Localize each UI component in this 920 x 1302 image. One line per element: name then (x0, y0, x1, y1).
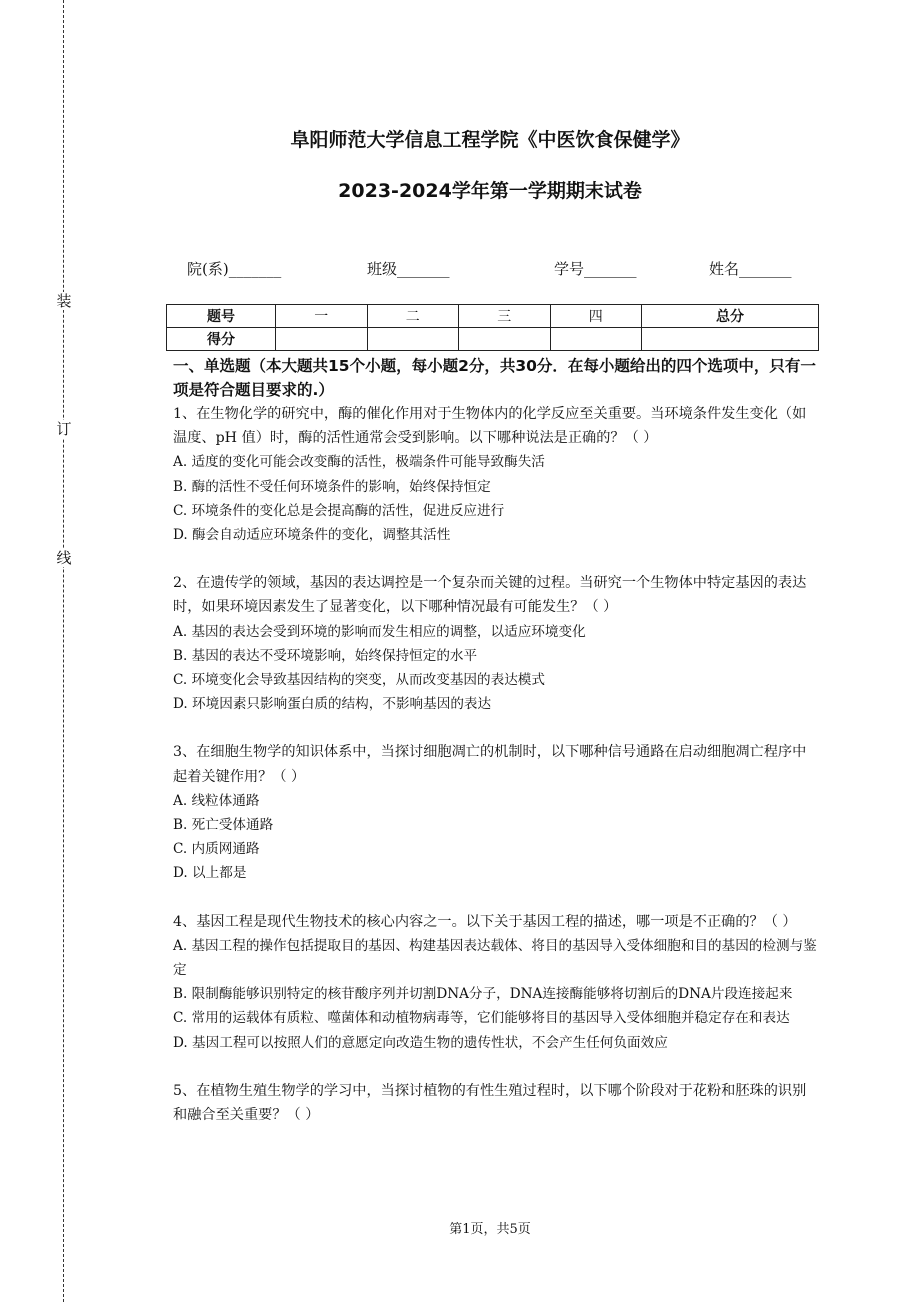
score-cell-2[interactable] (367, 328, 459, 351)
question-3 (173, 740, 818, 885)
option-a: A. 适度的变化可能会改变酶的活性，极端条件可能导致酶失活 (173, 454, 545, 471)
score-table-header-row (167, 305, 819, 328)
option-d: D. 以上都是 (173, 865, 247, 882)
binding-char-ding: 订 (56, 420, 72, 438)
option-c: C. 常用的运载体有质粒、噬菌体和动植物病毒等，它们能够将目的基因导入受体细胞并稳定存在和表达 (173, 1010, 790, 1027)
binding-char-xian: 线 (56, 549, 72, 567)
option-a: A. 基因工程的操作包括提取目的基因、构建基因表达载体、将目的基因导入受体细胞和目的基因的检测与鉴定 (173, 937, 817, 979)
exam-subtitle: 2023-2024学年第一学期期末试卷 (338, 180, 642, 202)
exam-content (173, 354, 818, 1151)
department-field[interactable]: 院(系)_______ (187, 260, 282, 278)
col-2: 二 (367, 305, 459, 328)
option-d: D. 基因工程可以按照人们的意愿定向改造生物的遗传性状，不会产生任何负面效应 (173, 1034, 668, 1051)
section-title: 一、单选题（本大题共15个小题，每小题2分，共30分．在每小题给出的四个选项中，只有一项是符合题目要求的.） (173, 357, 816, 399)
option-c: C. 环境变化会导致基因结构的突变，从而改变基因的表达模式 (173, 672, 545, 689)
page-footer: 第1页，共5页 (449, 1222, 531, 1237)
question-1 (173, 402, 818, 547)
question-2 (173, 571, 818, 716)
question-stem: 3、在细胞生物学的知识体系中，当探讨细胞凋亡的机制时，以下哪种信号通路在启动细胞凋亡程序中起着关键作用？（ ） (173, 744, 807, 785)
score-table-score-row (167, 328, 819, 351)
option-c: C. 环境条件的变化总是会提高酶的活性，促进反应进行 (173, 502, 505, 519)
option-d: D. 环境因素只影响蛋白质的结构，不影响基因的表达 (173, 696, 492, 713)
option-b: B. 死亡受体通路 (173, 817, 274, 834)
score-cell-1[interactable] (276, 328, 368, 351)
question-4 (173, 910, 818, 1055)
name-field[interactable]: 姓名_______ (709, 260, 792, 278)
option-b: B. 酶的活性不受任何环境条件的影响，始终保持恒定 (173, 478, 491, 495)
option-b: B. 限制酶能够识别特定的核苷酸序列并切割DNA分子，DNA连接酶能够将切割后的DNA片段连接起来 (173, 986, 793, 1003)
option-c: C. 内质网通路 (173, 841, 260, 858)
class-field[interactable]: 班级_______ (367, 260, 450, 278)
col-4: 四 (550, 305, 642, 328)
option-b: B. 基因的表达不受环境影响，始终保持恒定的水平 (173, 647, 478, 664)
score-label: 得分 (167, 328, 276, 351)
score-table (166, 304, 819, 351)
exam-title: 阜阳师范大学信息工程学院《中医饮食保健学》 (290, 129, 690, 151)
question-stem: 4、基因工程是现代生物技术的核心内容之一。以下关于基因工程的描述，哪一项是不正确的？（ ） (173, 913, 797, 930)
question-stem: 5、在植物生殖生物学的学习中，当探讨植物的有性生殖过程时，以下哪个阶段对于花粉和胚珠的识别和融合至关重要？（ ） (173, 1082, 807, 1124)
option-d: D. 酶会自动适应环境条件的变化，调整其活性 (173, 527, 451, 544)
score-cell-total[interactable] (642, 328, 819, 351)
score-cell-4[interactable] (550, 328, 642, 351)
binding-char-zhuang: 装 (56, 292, 72, 310)
col-3: 三 (459, 305, 551, 328)
score-cell-3[interactable] (459, 328, 551, 351)
student-id-field[interactable]: 学号_______ (554, 260, 637, 278)
student-info-row (187, 258, 817, 280)
question-number-label: 题号 (167, 305, 276, 328)
col-1: 一 (276, 305, 368, 328)
col-total: 总分 (642, 305, 819, 328)
question-stem: 2、在遗传学的领域，基因的表达调控是一个复杂而关键的过程。当研究一个生物体中特定基因的表达时，如果环境因素发生了显著变化，以下哪种情况最有可能发生？（ ） (173, 575, 807, 616)
option-a: A. 线粒体通路 (173, 792, 260, 809)
option-a: A. 基因的表达会受到环境的影响而发生相应的调整，以适应环境变化 (173, 623, 586, 640)
question-5 (173, 1079, 818, 1127)
question-stem: 1、在生物化学的研究中，酶的催化作用对于生物体内的化学反应至关重要。当环境条件发生变化（如温度、pH 值）时，酶的活性通常会受到影响。以下哪种说法是正确的？（ ） (173, 406, 807, 447)
